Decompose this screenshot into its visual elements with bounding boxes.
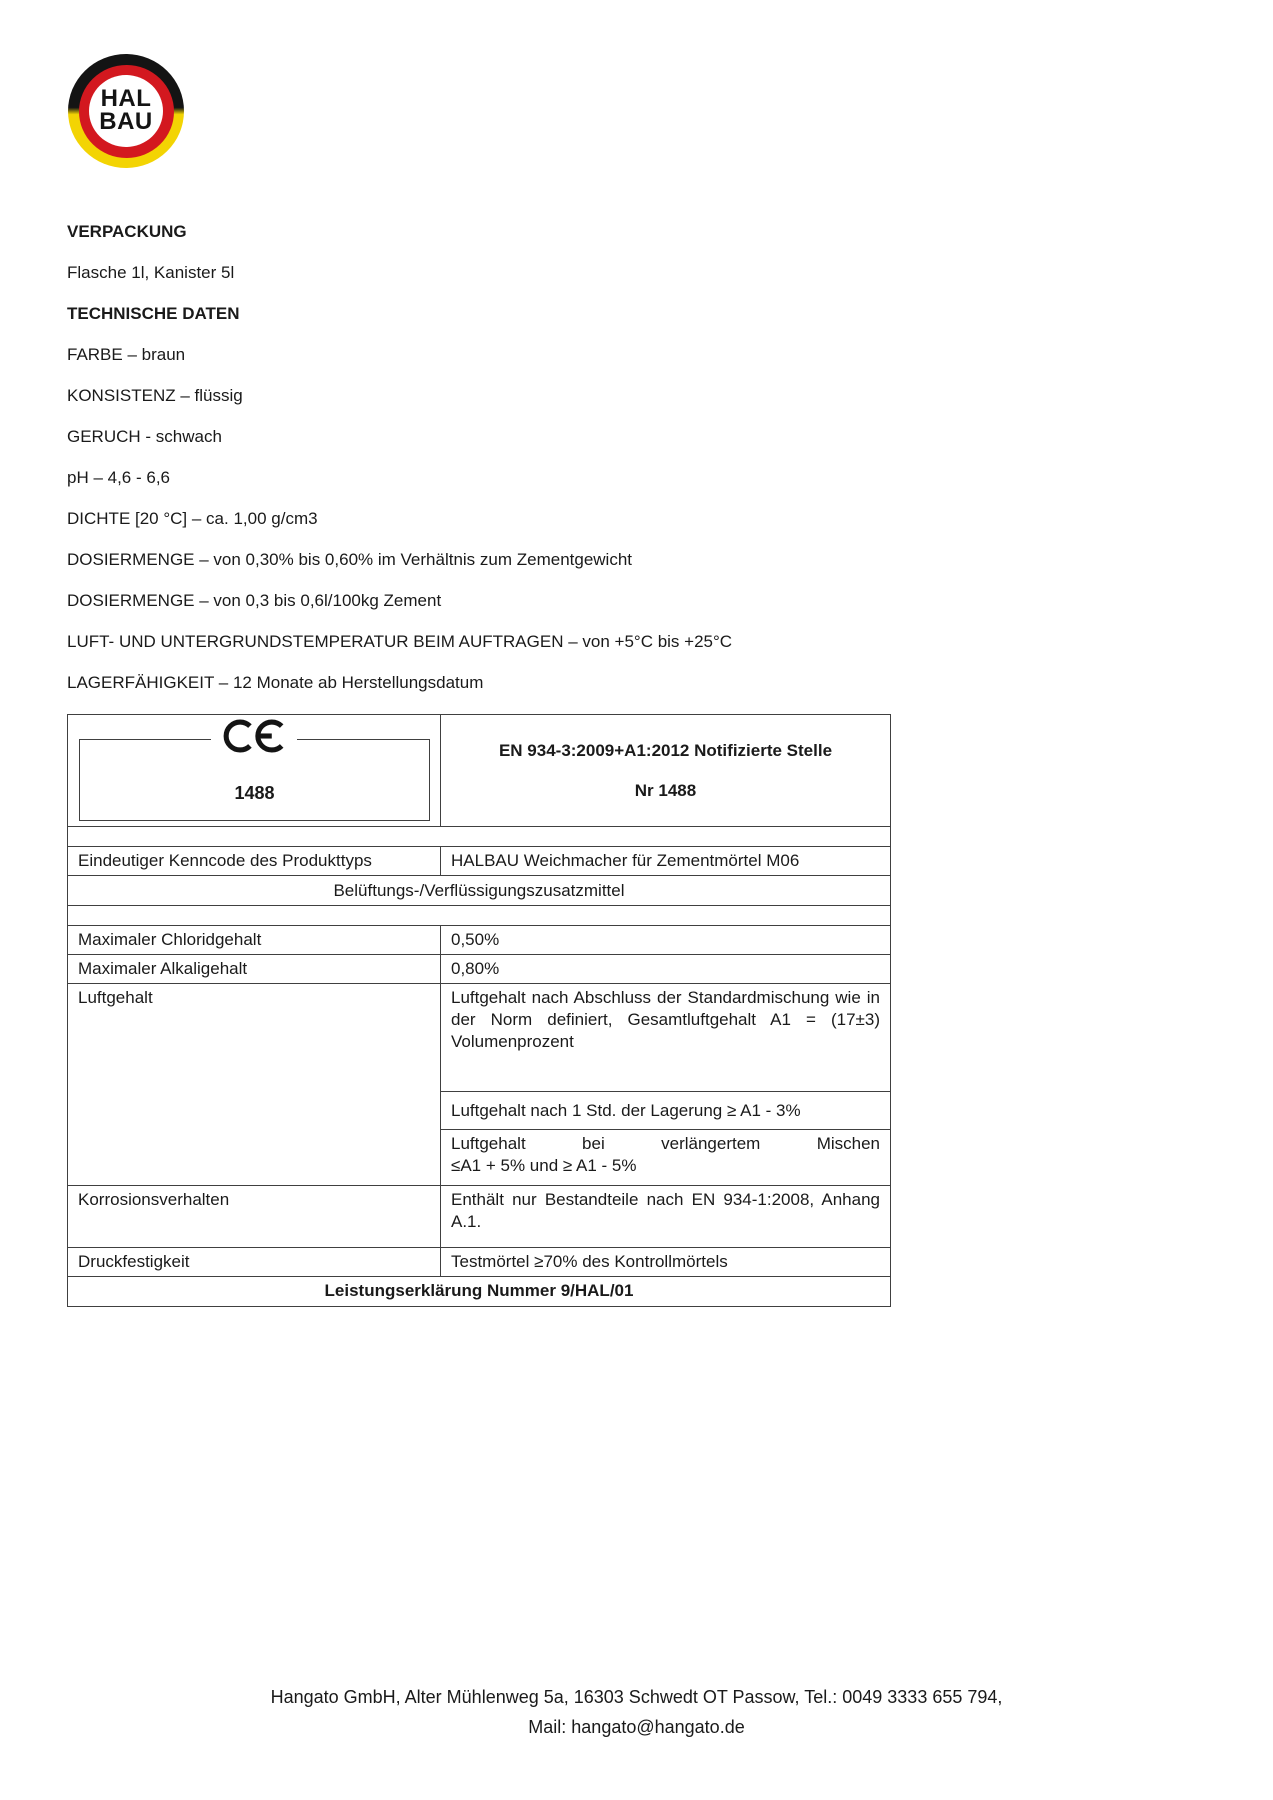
para-geruch: GERUCH - schwach — [67, 427, 222, 446]
heading-verpackung: VERPACKUNG — [67, 222, 187, 241]
para-dosiermenge-prozent: DOSIERMENGE – von 0,30% bis 0,60% im Verhältnis zum Zementgewicht — [67, 550, 633, 569]
footer-address-line: Hangato GmbH, Alter Mühlenweg 5a, 16303 Schwedt OT Passow, Tel.: 0049 3333 655 794, — [270, 1687, 1003, 1707]
notified-body-number: 1488 — [234, 782, 275, 803]
para-dichte: DICHTE [20 °C] – ca. 1,00 g/cm3 — [67, 509, 318, 528]
chloridgehalt-value: 0,50% — [441, 926, 891, 955]
spacer-cell — [68, 827, 891, 847]
table-row-kenncode — [68, 847, 891, 876]
luftgehalt-value-standardmischung: Luftgehalt nach Abschluss der Standardmischung wie in der Norm definiert, Gesamtluftgehalt A1 = (17±3) Volumenprozent — [441, 984, 891, 1092]
luftgehalt-label: Luftgehalt — [68, 984, 441, 1186]
notified-number: Nr 1488 — [634, 780, 697, 800]
notified-standard-cell — [441, 715, 891, 827]
heading-technische-daten: TECHNISCHE DATEN — [67, 304, 240, 323]
ce-declaration-table — [67, 714, 891, 1307]
spacer-cell — [68, 906, 891, 926]
product-type: Belüftungs-/Verflüssigungszusatzmittel — [68, 876, 891, 906]
para-farbe: FARBE – braun — [67, 345, 186, 364]
table-row-druckfestigkeit — [68, 1248, 891, 1277]
table-row-alkaligehalt — [68, 955, 891, 984]
logo-black-yellow-ring — [68, 54, 184, 168]
luftgehalt-value3-line1: Luftgehalt bei verlängertem Mischen — [451, 1134, 880, 1153]
declaration-number: Leistungserklärung Nummer 9/HAL/01 — [68, 1277, 891, 1307]
druckfestigkeit-value: Testmörtel ≥70% des Kontrollmörtels — [441, 1248, 891, 1277]
kenncode-label: Eindeutiger Kenncode des Produkttyps — [68, 847, 441, 876]
druckfestigkeit-label: Druckfestigkeit — [68, 1248, 441, 1277]
luftgehalt-value3-line2: ≤A1 + 5% und ≥ A1 - 5% — [451, 1156, 637, 1175]
alkaligehalt-label: Maximaler Alkaligehalt — [68, 955, 441, 984]
table-row-luftgehalt-1 — [68, 984, 891, 1092]
korrosionsverhalten-value: Enthält nur Bestandteile nach EN 934-1:2008, Anhang A.1. — [441, 1186, 891, 1248]
table-row-product-type — [68, 876, 891, 906]
luftgehalt-value-lagerung: Luftgehalt nach 1 Std. der Lagerung ≥ A1 - 3% — [441, 1092, 891, 1130]
table-row-korrosionsverhalten — [68, 1186, 891, 1248]
table-row-spacer-1 — [68, 827, 891, 847]
footer-mail-line: Mail: hangato@hangato.de — [528, 1717, 745, 1737]
table-row-ce-header — [68, 715, 891, 827]
chloridgehalt-label: Maximaler Chloridgehalt — [68, 926, 441, 955]
kenncode-value: HALBAU Weichmacher für Zementmörtel M06 — [441, 847, 891, 876]
logo-text-line2: BAU — [99, 108, 153, 135]
luftgehalt-value-verlaengertes-mischen — [441, 1130, 891, 1186]
table-row-declaration — [68, 1277, 891, 1307]
para-temperatur: LUFT- UND UNTERGRUNDSTEMPERATUR BEIM AUFTRAGEN – von +5°C bis +25°C — [67, 632, 733, 651]
logo-text-line1: HAL — [100, 85, 152, 113]
para-ph: pH – 4,6 - 6,6 — [67, 468, 171, 487]
ce-cell — [68, 715, 441, 827]
ce-mark-icon — [211, 716, 297, 756]
table-row-spacer-2 — [68, 906, 891, 926]
halbau-logo — [68, 54, 184, 168]
table-row-chloridgehalt — [68, 926, 891, 955]
logo-red-ring — [79, 65, 174, 158]
para-dosiermenge-liter: DOSIERMENGE – von 0,3 bis 0,6l/100kg Zement — [67, 591, 442, 610]
body-content — [67, 222, 897, 1307]
korrosionsverhalten-label: Korrosionsverhalten — [68, 1186, 441, 1248]
standard-reference: EN 934-3:2009+A1:2012 Notifizierte Stelle — [498, 740, 833, 760]
para-konsistenz: KONSISTENZ – flüssig — [67, 386, 243, 405]
logo-center — [89, 75, 163, 147]
para-verpackung-detail: Flasche 1l, Kanister 5l — [67, 263, 235, 282]
company-footer — [0, 1682, 1273, 1742]
para-lagerfaehigkeit: LAGERFÄHIGKEIT – 12 Monate ab Herstellungsdatum — [67, 673, 484, 692]
alkaligehalt-value: 0,80% — [441, 955, 891, 984]
